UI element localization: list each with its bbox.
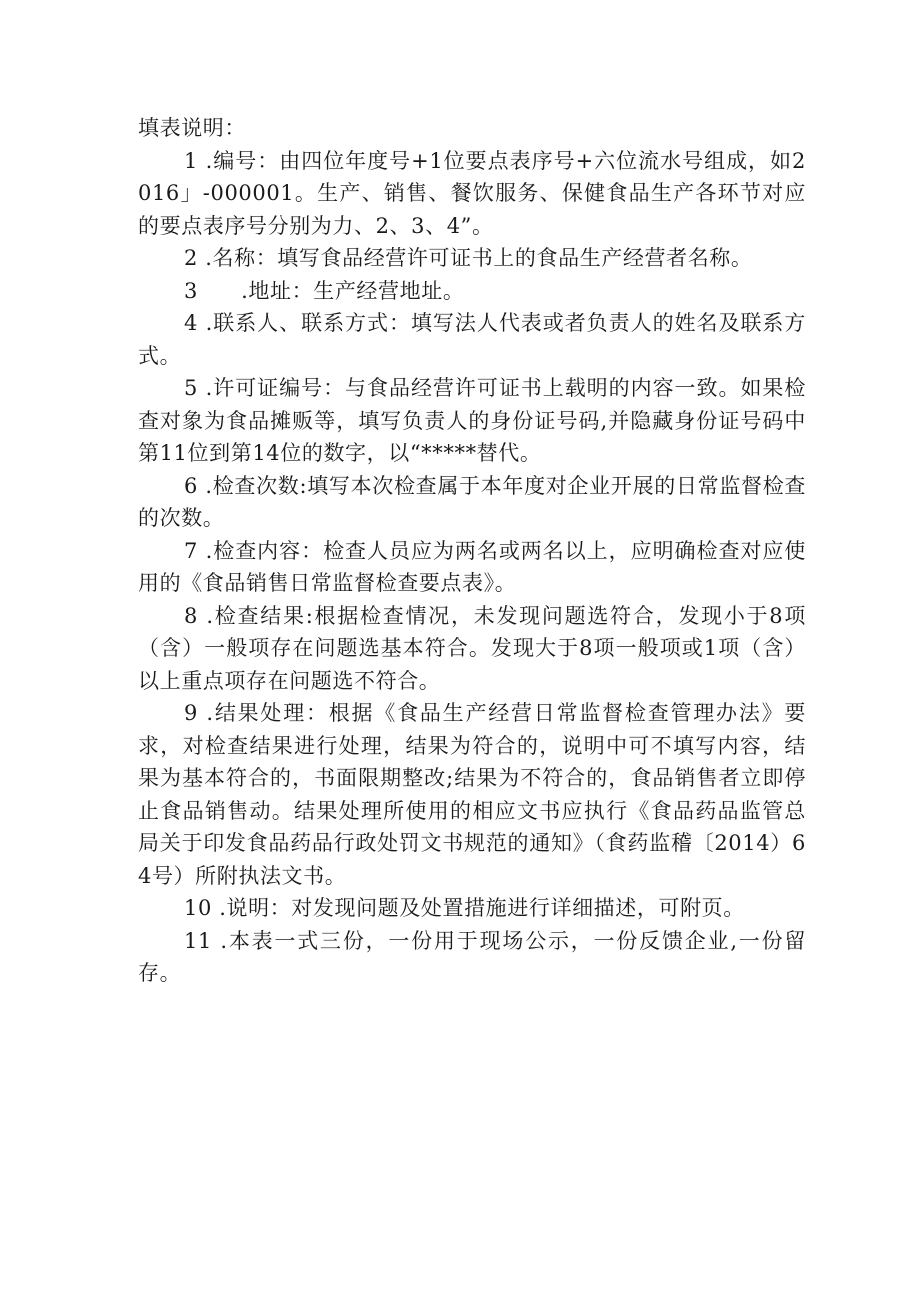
instruction-item-1: 1 .编号：由四位年度号+1位要点表序号+六位流水号组成，如2016」-000001。生产、销售、餐饮服务、保健食品生产各环节对应的要点表序号分别为力、2、3、4”。	[138, 148, 806, 238]
instruction-item-2: 2 .名称：填写食品经营许可证书上的食品生产经营者名称。	[184, 246, 753, 270]
instruction-item-3: 3 .地址：生产经营地址。	[184, 278, 465, 303]
instruction-item-5: 5 .许可证编号：与食品经营许可证书上载明的内容一致。如果检查对象为食品摊贩等，填写负责人的身份证号码,并隐藏身份证号码中第11位到第14位的数字，以“*****替代。	[138, 376, 806, 465]
instruction-item-6: 6 .检查次数:填写本次检查属于本年度对企业开展的日常监督检查的次数。	[138, 473, 806, 530]
instruction-item-9: 9 .结果处理：根据《食品生产经营日常监督检查管理办法》要求，对检查结果进行处理，结果为符合的，说明中可不填写内容，结果为基本符合的，书面限期整改;结果为不符合的，食品销售者立即停止食品销售动。结果处理所使用的相应文书应执行《食品药品监管总局关于印发食品药品行政处罚文书规范的通知》（食药监稽〔2014）64号）所附执法文书。	[138, 701, 806, 888]
instruction-item-4: 4 .联系人、联系方式：填写法人代表或者负责人的姓名及联系方式。	[138, 311, 806, 368]
instruction-item-10: 10 .说明：对发现问题及处置措施进行详细描述，可附页。	[184, 896, 745, 920]
instruction-item-7: 7 .检查内容：检查人员应为两名或两名以上，应明确检查对应使用的《食品销售日常监督检查要点表》。	[138, 538, 806, 595]
instructions-heading: 填表说明：	[138, 116, 246, 140]
instruction-item-11: 11 .本表一式三份，一份用于现场公示，一份反馈企业,一份留存。	[138, 928, 806, 985]
instructions-body	[138, 112, 806, 990]
instruction-item-8: 8 .检查结果:根据检查情况，未发现问题选符合，发现小于8项（含）一般项存在问题选基本符合。发现大于8项一般项或1项（含）以上重点项存在问题选不符合。	[138, 603, 806, 693]
